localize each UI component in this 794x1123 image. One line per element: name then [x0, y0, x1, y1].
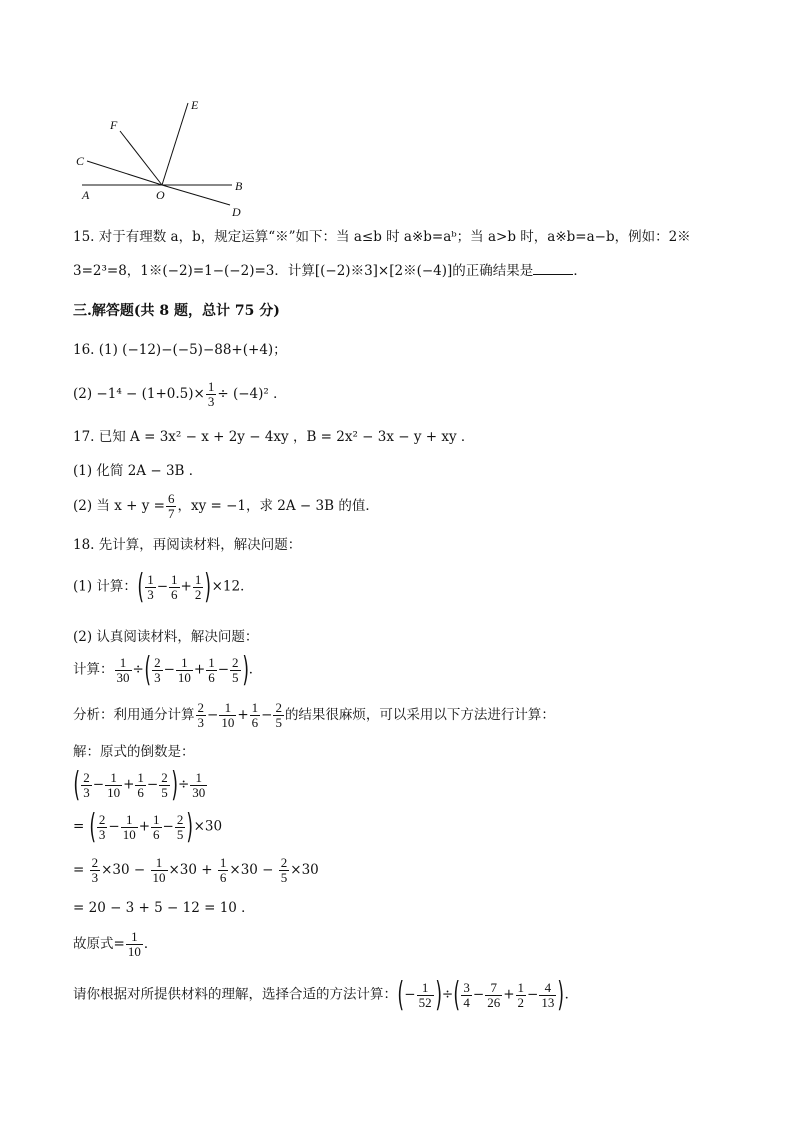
denominator: 3	[91, 870, 99, 885]
q17-part1: (1) 化简 2A − 3B ．	[73, 463, 203, 479]
label-F: F	[110, 118, 118, 132]
fraction	[152, 656, 163, 685]
denominator: 4	[463, 994, 470, 1010]
denominator: 26	[487, 994, 501, 1010]
ray-OF	[120, 131, 162, 185]
final-text: 请你根据对所提供材料的理解，选择合适的方法计算：	[73, 986, 397, 1003]
denominator: 52	[418, 994, 432, 1010]
denominator: 10	[107, 784, 121, 800]
numerator: 1	[195, 769, 203, 785]
fraction	[417, 981, 434, 1010]
numerator: 1	[194, 571, 202, 587]
paren-close: )	[557, 975, 565, 1015]
fraction	[145, 573, 156, 602]
fraction	[97, 813, 108, 842]
paren-close: )	[186, 807, 194, 847]
numerator: 1	[137, 769, 144, 785]
denominator: 3	[147, 586, 154, 602]
numerator: 2	[176, 811, 184, 827]
label-B: B	[235, 179, 243, 193]
paren-open: (	[88, 807, 96, 847]
denominator: 6	[171, 586, 178, 602]
fraction	[279, 856, 290, 885]
denominator: 2	[517, 994, 525, 1010]
denominator: 30	[192, 784, 206, 800]
q18-calc: 计算： $\frac{1}{30}$ ÷( $\frac{2}{3}$ − $\frac{1}{10}$ + $\frac{1}{6}$ − $\frac{2}{5}$ )．	[73, 650, 263, 690]
denominator: 30	[116, 669, 130, 685]
q16-part2-a: (2) −1⁴ − (1+0.5)×	[73, 386, 205, 402]
numerator: 2	[161, 769, 168, 785]
numerator: 1	[421, 979, 429, 995]
fraction	[176, 656, 193, 685]
numerator: 1	[517, 979, 525, 995]
numerator: 1	[207, 379, 215, 394]
numerator: 1	[208, 654, 215, 670]
calc-label: 计算：	[73, 661, 114, 678]
label-E: E	[191, 98, 199, 112]
numerator: 2	[280, 855, 288, 870]
q15-line2-end: ．	[573, 263, 587, 279]
numerator: 2	[154, 654, 161, 670]
denominator: 3	[207, 394, 215, 409]
analysis-text-b: 的结果很麻烦，可以采用以下方法进行计算：	[284, 707, 555, 723]
denominator: 5	[176, 826, 184, 842]
fraction	[516, 981, 527, 1010]
paren-open: (	[397, 975, 404, 1015]
q18-part1-tail: ×12．	[211, 578, 254, 595]
denominator: 6	[219, 870, 227, 885]
label-A: A	[82, 188, 90, 202]
label-C: C	[76, 154, 85, 168]
fraction	[126, 930, 143, 959]
fraction	[190, 771, 207, 800]
fraction	[166, 492, 177, 521]
label-O: O	[156, 188, 165, 202]
paren-close: )	[241, 650, 249, 690]
numerator: 2	[275, 700, 282, 715]
section-title: 三.解答题(共 8 题，总计 75 分)	[73, 303, 280, 319]
paren-close: )	[434, 975, 442, 1015]
denominator: 3	[83, 784, 90, 800]
angle-figure	[70, 95, 260, 225]
paren-close: )	[171, 765, 178, 805]
numerator: 1	[251, 700, 259, 715]
denominator: 10	[122, 826, 136, 842]
fraction	[121, 813, 138, 842]
fraction	[151, 856, 168, 885]
q17-part2-a: (2) 当 x + y =	[73, 498, 165, 514]
q16-part2	[73, 380, 287, 409]
denominator: 2	[194, 586, 202, 602]
fraction	[105, 771, 122, 800]
fraction	[115, 656, 132, 685]
fraction	[151, 813, 162, 842]
numerator: 2	[83, 769, 90, 785]
q18-conclusion: 故原式= $\frac{1}{10}$ ．	[73, 929, 158, 959]
paren-open: (	[137, 567, 144, 607]
ray-OD	[162, 185, 230, 205]
numerator: 1	[224, 700, 232, 715]
numerator: 1	[110, 769, 117, 785]
fraction	[159, 771, 170, 800]
fraction	[135, 771, 146, 800]
fraction	[196, 701, 207, 730]
fraction	[206, 656, 217, 685]
paren-open: (	[73, 765, 80, 805]
denominator: 10	[152, 870, 166, 885]
fraction	[219, 701, 236, 730]
q15-line1: 15. 对于有理数 a，b，规定运算“※”如下：当 a≤b 时 a※b=aᵇ；当 a>b 时，a※b=a−b，例如：2※	[73, 229, 691, 245]
fraction	[175, 813, 186, 842]
q18-step2: = ( $\frac{2}{3}$ − $\frac{1}{10}$ + $\frac{1}{6}$ − $\frac{2}{5}$ )×30	[73, 807, 223, 847]
paren-open: (	[144, 650, 151, 690]
fraction	[539, 981, 556, 1010]
numerator: 2	[98, 811, 106, 827]
ray-OC	[87, 161, 162, 185]
denominator: 6	[153, 826, 160, 842]
fraction	[81, 771, 92, 800]
denominator: 10	[127, 944, 141, 959]
q17-stem: 17. 已知 A = 3x² − x + 2y − 4xy ，B = 2x² − 3x − y + xy ．	[73, 429, 475, 445]
fraction	[169, 573, 180, 602]
denominator: 3	[98, 826, 106, 842]
denominator: 6	[208, 669, 215, 685]
fraction	[218, 856, 229, 885]
step3-tail: ×30	[290, 862, 319, 878]
q15-line2	[73, 260, 587, 280]
conclusion-text: 故原式=	[73, 936, 125, 952]
label-D: D	[232, 205, 241, 219]
q17-part2-b: ，xy = −1，求 2A − 3B 的值．	[177, 498, 379, 514]
fraction	[230, 656, 241, 685]
q18-part1: (1) 计算：( $\frac{1}{3}$ − $\frac{1}{6}$ + $\frac{1}{2}$ )×12．	[73, 567, 254, 607]
numerator: 6	[167, 491, 175, 506]
fraction	[90, 856, 101, 885]
numerator: 1	[181, 654, 188, 670]
q18-stem: 18. 先计算，再阅读材料，解决问题：	[73, 537, 302, 553]
q18-step1: ( $\frac{2}{3}$ − $\frac{1}{10}$ + $\frac{1}{6}$ − $\frac{2}{5}$ )÷ $\frac{1}{30}$	[73, 765, 206, 805]
fraction	[250, 701, 261, 730]
numerator: 1	[131, 929, 138, 944]
paren-open: (	[453, 975, 461, 1015]
numerator: 2	[197, 700, 204, 715]
q18-step3: = $\frac{2}{3}$ ×30 − $\frac{1}{10}$ ×30 + $\frac{1}{6}$ ×30 − $\frac{2}{5}$ ×30	[73, 855, 319, 885]
numerator: 4	[544, 979, 552, 995]
q18-part2: (2) 认真阅读材料，解决问题：	[73, 629, 259, 645]
denominator: 10	[221, 715, 235, 730]
numerator: 2	[232, 654, 239, 670]
q18-part1-label: (1) 计算：	[73, 578, 137, 595]
q16-part2-b: ÷ (−4)² ．	[217, 386, 287, 402]
answer-blank[interactable]	[533, 260, 573, 275]
fraction	[461, 981, 472, 1010]
fraction	[193, 573, 204, 602]
numerator: 1	[147, 571, 154, 587]
denominator: 5	[275, 715, 282, 730]
fraction	[206, 380, 217, 409]
denominator: 5	[232, 669, 239, 685]
fraction	[485, 981, 502, 1010]
denominator: 13	[541, 994, 555, 1010]
denominator: 5	[161, 784, 168, 800]
denominator: 7	[167, 506, 175, 521]
numerator: 1	[153, 811, 160, 827]
q18-final: 请你根据对所提供材料的理解，选择合适的方法计算：(− $\frac{1}{52}$ )÷( $\frac{3}{4}$ − $\frac{7}{26}$ + $\frac{1}{2}$ − $\frac{4}{13}$ )．	[73, 975, 579, 1015]
denominator: 3	[197, 715, 204, 730]
q18-step4: = 20 − 3 + 5 − 12 = 10 ．	[73, 900, 255, 916]
numerator: 1	[171, 571, 178, 587]
q15-line2-text: 3=2³=8，1※(−2)=1−(−2)=3．计算[(−2)※3]×[2※(−4)]的正确结果是	[73, 263, 534, 279]
q17-part2	[73, 492, 379, 521]
numerator: 1	[119, 654, 127, 670]
paren-close: )	[204, 567, 212, 607]
ray-OE	[162, 103, 188, 185]
numerator: 7	[490, 979, 497, 995]
denominator: 10	[177, 669, 191, 685]
q18-solution-label: 解：原式的倒数是：	[73, 744, 195, 760]
final-end: ．	[564, 986, 579, 1003]
fraction	[273, 701, 284, 730]
numerator: 1	[155, 855, 163, 870]
numerator: 3	[463, 979, 470, 995]
numerator: 2	[91, 855, 99, 870]
denominator: 3	[154, 669, 161, 685]
q16-part1: 16. (1) (−12)−(−5)−88+(+4)；	[73, 342, 287, 358]
denominator: 6	[137, 784, 144, 800]
denominator: 5	[280, 870, 288, 885]
denominator: 6	[251, 715, 259, 730]
q18-analysis: 分析：利用通分计算 $\frac{2}{3}$ − $\frac{1}{10}$ + $\frac{1}{6}$ − $\frac{2}{5}$ 的结果很麻烦，可以采用以下方法进行计算：	[73, 700, 555, 730]
numerator: 1	[125, 811, 133, 827]
analysis-text-a: 分析：利用通分计算	[73, 707, 195, 723]
numerator: 1	[219, 855, 227, 870]
